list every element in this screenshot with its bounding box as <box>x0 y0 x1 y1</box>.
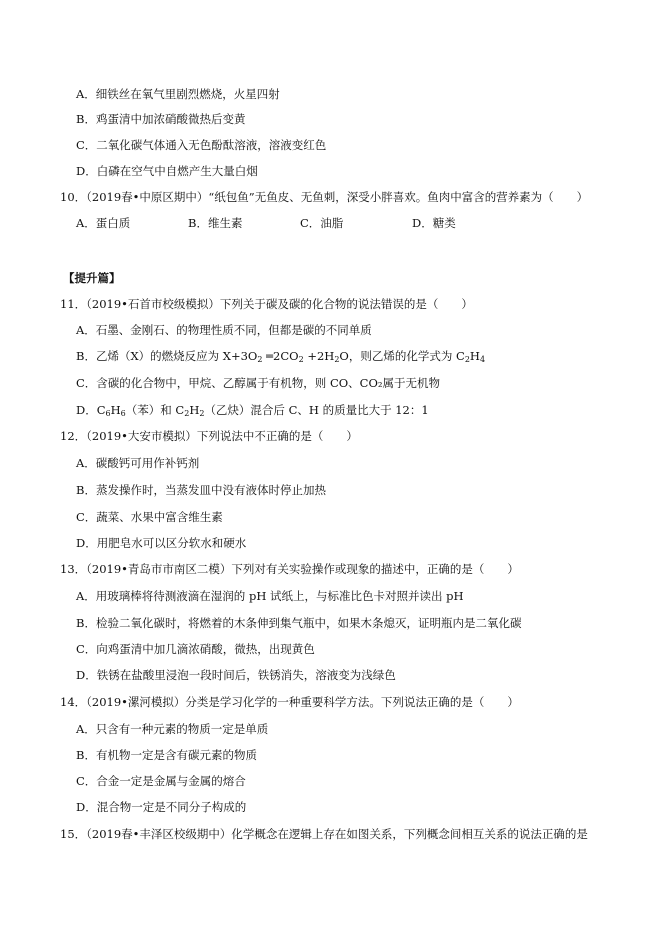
q10-options <box>76 215 456 231</box>
q10-stem: 10．（2019春•中原区期中）“纸包鱼”无鱼皮、无鱼刺，深受小胖喜欢。鱼肉中富含的营养素为（ ） <box>60 190 589 204</box>
q13-option-d: D．铁锈在盐酸里浸泡一段时间后，铁锈消失，溶液变为浅绿色 <box>76 668 396 682</box>
q11-option-a: A．石墨、金刚石、的物理性质不同，但都是碳的不同单质 <box>76 323 372 337</box>
q13-option-b: B．检验二氧化碳时，将燃着的木条伸到集气瓶中，如果木条熄灭，证明瓶内是二氧化碳 <box>76 616 522 630</box>
q10-option-d: D．糖类 <box>412 216 456 230</box>
q9-option-d: D．白磷在空气中自燃产生大量白烟 <box>76 164 258 178</box>
section-title: 【提升篇】 <box>63 271 121 285</box>
q12-option-d: D．用肥皂水可以区分软水和硬水 <box>76 536 247 550</box>
q12-option-a: A．碳酸钙可用作补钙剂 <box>76 456 200 470</box>
q11-option-b: B．乙烯（X）的燃烧反应为 $X+3O_2$ $═2CO_2 +2H_2O$，则乙烯的化学式为 $C_2H_4$ <box>76 349 486 364</box>
q11-stem: 11．（2019•石首市校级模拟）下列关于碳及碳的化合物的说法错误的是（ ） <box>60 297 473 311</box>
q14-option-d: D．混合物一定是不同分子构成的 <box>76 800 247 814</box>
q14-option-a: A．只含有一种元素的物质一定是单质 <box>76 722 269 736</box>
q14-option-c: C．合金一定是金属与金属的熔合 <box>76 774 246 788</box>
q12-stem: 12．（2019•大安市模拟）下列说法中不正确的是（ ） <box>60 429 358 443</box>
q13-option-c: C．向鸡蛋清中加几滴浓硝酸，微热，出现黄色 <box>76 642 315 656</box>
q10-option-a: A．蛋白质 <box>76 216 131 230</box>
q11-option-c: C．含碳的化合物中，甲烷、乙醇属于有机物，则 CO、CO₂属于无机物 <box>76 376 441 390</box>
q10-option-c: C．油脂 <box>300 216 344 230</box>
q14-stem: 14．（2019•漯河模拟）分类是学习化学的一种重要科学方法。下列说法正确的是（ ） <box>60 695 519 709</box>
q15-stem: 15．（2019春•丰泽区校级期中）化学概念在逻辑上存在如图关系，下列概念间相互关系的说法正确的是 <box>60 827 588 841</box>
q14-option-b: B．有机物一定是含有碳元素的物质 <box>76 748 257 762</box>
q9-option-c: C．二氧化碳气体通入无色酚酞溶液，溶液变红色 <box>76 138 327 152</box>
q10-option-b: B．维生素 <box>188 216 243 230</box>
q11-option-d: D．$C_6H_6$（苯）和 $C_2H_2$（乙炔）混合后 C、H 的质量比大于 12：1 <box>76 403 429 418</box>
q9-option-b: B．鸡蛋清中加浓硝酸微热后变黄 <box>76 112 246 126</box>
q13-option-a: A．用玻璃棒将待测液滴在湿润的 pH 试纸上，与标准比色卡对照并读出 pH <box>76 589 464 603</box>
q12-option-b: B．蒸发操作时，当蒸发皿中没有液体时停止加热 <box>76 483 326 497</box>
q12-option-c: C．蔬菜、水果中富含维生素 <box>76 510 223 524</box>
q13-stem: 13．（2019•青岛市市南区二模）下列对有关实验操作或现象的描述中，正确的是（ ） <box>60 562 519 576</box>
q9-option-a: A．细铁丝在氧气里剧烈燃烧，火星四射 <box>76 87 280 101</box>
